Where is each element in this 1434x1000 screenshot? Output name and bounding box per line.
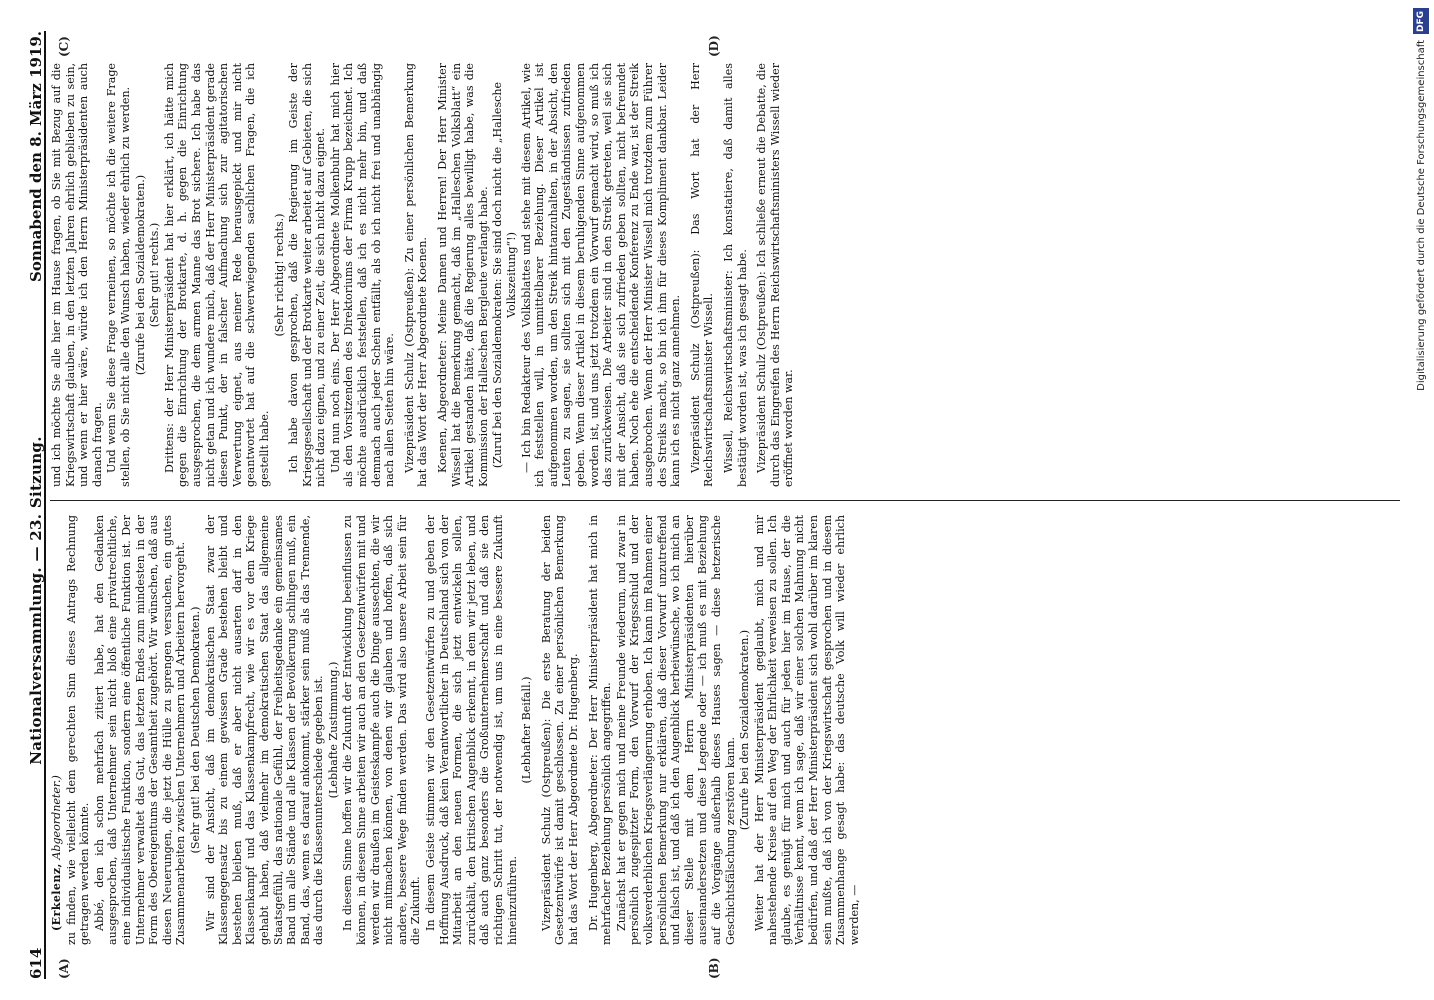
paragraph: [689, 63, 716, 487]
paragraph-text: In diesem Sinne hoffen wir die Zukunft der Entwicklung beeinflussen zu können, in diesem Sinne arbeiten wir auch an den Gesetzentwürfen mit und werden wir draußen im Geisteskampfe auch die Dinge aussechten, die wir nicht mitmachen können, von denen wir glauben und hoffen, daß sich andere, bessere Wege finden werden. Das wird also unsere Arbeit sein für die Zukunft.: [341, 515, 423, 945]
interjection: [520, 515, 534, 945]
paragraph: [163, 63, 272, 487]
paragraph-text: Und wenn Sie diese Frage verneinen, so möchte ich die weitere Frage stellen, ob Sie nicht alle den Wunsch haben, wieder ehrlich zu werden.: [105, 63, 132, 487]
paragraph-text: Vizepräsident Schulz (Ostpreußen): Das Wort hat der Herr Reichswirtschaftsminister Wissell.: [688, 63, 716, 487]
digitization-credit: [1412, 8, 1430, 993]
paragraph: [341, 515, 423, 945]
paragraph-text: (Lebhafter Beifall.): [520, 676, 534, 784]
paragraph: [520, 63, 683, 487]
paragraph-text: Ich habe davon gesprochen, daß die Regierung im Geiste der Kriegsgesellschaft und der Brotkarte weiter arbeitet auf Gebieten, die sich nicht dazu eignen, und zu einer Zeit, die sich nicht dazu eignet.: [287, 63, 328, 487]
paragraph-text: Drittens: der Herr Ministerpräsident hat hier erklärt, ich hätte mich gegen die Einrichtung der Brotkarte, d. h. gegen die Einrichtung ausgesprochen, die dem armen Manne das Brot sichere. Ich habe das nicht getan und ich wundere mich, daß der Herr Ministerpräsident gerade diesen Punkt, der in falscher Aufmachung sich zur agitatorischen Verwertung eignet, aus meiner Rede herausgepickt und mir nicht geantwortet hat auf die schwerwiegenden sachlichen Fragen, die ich gestellt habe.: [162, 63, 271, 487]
paragraph-text: Dr. Hugenberg, Abgeordneter: Der Herr Ministerpräsident hat mich in mehrfacher Beziehung persönlich angegriffen.: [586, 515, 614, 945]
paragraph-text: Zunächst hat er gegen mich und meine Freunde wiederum, und zwar in persönlich zugespitzter Form, den Vorwurf der Kriegsschuld und der volksverderblichen Kriegsverlängerung erhoben. Ich kann im Rahmen einer persönlichen Bemerkung nur erklären, daß dieser Vorwurf unzutreffend und falsch ist, und daß ich den Augenblick herbeiwünsche, wo ich mich an dieser Stelle mit dem Herrn Ministerpräsidenten hierüber auseinandersetzen und diese Legende oder — ich muß es mit Beziehung auf die Vorgänge außerhalb dieses Hauses sagen — diese hetzerische Geschichtsfälschung zerstören kann.: [614, 515, 737, 945]
paragraph-text: Vizepräsident Schulz (Ostpreußen): Zu einer persönlichen Bemerkung hat das Wort der Herr Abgeordnete Koenen.: [402, 63, 430, 487]
margin-mark-a: (A): [57, 958, 71, 979]
paragraph: [753, 515, 862, 945]
margin-mark-d: (D): [707, 35, 721, 57]
printed-page: [18, 25, 1408, 985]
margin-mark-b: (B): [707, 957, 721, 979]
paragraph-text: — Ich bin Redakteur des Volksblattes und stehe mit diesem Artikel, wie ich feststellen will, in unmittelbarer Beziehung. Dieser Artikel ist aufgenommen worden, um den Streik hintanzuhalten, in der Absicht, den Leuten zu sagen, sie sollten sich mit den Zugeständnissen zufrieden geben. Wenn dieser Artikel in diesem beruhigenden Sinne aufgenommen worden ist, und uns jetzt trotzdem ein Vorwurf gemacht wird, so muß ich das zurückweisen. Die Arbeiter sind in den Streik getreten, weil sie sich mit der Ansicht, daß sie sich zufrieden geben sollten, nicht befreundet haben. Noch ehe die entscheidende Konferenz zu Ende war, ist der Streik ausgebrochen. Wenn der Herr Minister Wissell mich trotzdem zum Führer des Streiks macht, so bin ich ihm für dieses Kompliment dankbar. Leider kann ich es nicht ganz annehmen.: [519, 63, 683, 487]
running-title: Nationalversammlung. — 23. Sitzung.: [27, 436, 46, 765]
interjection: [189, 515, 203, 945]
paragraph: [65, 515, 92, 945]
interjection: [327, 515, 341, 945]
paragraph: [93, 515, 188, 945]
paragraph: [436, 63, 490, 487]
paragraph: [755, 63, 796, 487]
paragraph-text: (Sehr richtig! rechts.): [272, 213, 286, 337]
paragraph: [204, 515, 326, 945]
paragraph-text: zu finden, wie vielleicht dem gerechten Sinn dieses Antrags Rechnung getragen werden könnte.: [64, 515, 92, 945]
page-date: Sonnabend den 8. März 1919.: [27, 31, 46, 282]
paragraph: [105, 63, 132, 487]
paragraph: [587, 515, 614, 945]
interjection: [738, 515, 752, 945]
speaker-name: (Erkelenz,: [50, 863, 63, 931]
left-text-column: [50, 515, 1402, 945]
credit-text: Digitalisierung gefördert durch die Deutsche Forschungsgemeinschaft: [1415, 40, 1427, 391]
paragraph-text: (Lebhafte Zustimmung.): [326, 661, 340, 799]
right-text-column: [50, 63, 1402, 487]
paragraph-text: (Sehr gut! rechts.): [148, 222, 162, 328]
margin-mark-c: (C): [57, 36, 71, 57]
dfg-logo: DFG: [1413, 8, 1429, 34]
page-number: 614: [27, 947, 46, 979]
paragraph: [50, 515, 64, 945]
paragraph-text: In diesem Geiste stimmen wir den Gesetzentwürfen zu und geben der Hoffnung Ausdruck, daß kein Verantwortlicher in Deutschland sich von der Mitarbeit an den neuen Formen, die sich jetzt entwickeln sollen, zurückhält, den kritischen Augenblick erkennt, in dem wir jetzt leben, und daß auch ganz besonders die Großunternehmerschaft und daß sie den richtigen Schritt tut, der notwendig ist, um uns in eine bessere Zukunft hineinzuführen.: [424, 515, 519, 945]
interjection: [148, 63, 162, 487]
paragraph: [403, 63, 430, 487]
paragraph-text: (Zuruf bei den Sozialdemokraten: Sie sind doch nicht die „Hallesche Volkszeitung“!): [491, 81, 518, 469]
paragraph: [329, 63, 397, 487]
column-divider: [50, 500, 1400, 501]
paragraph-text: (Zurufe bei den Sozialdemokraten.): [738, 629, 752, 831]
paragraph-text: (Sehr gut! bei den Deutschen Demokraten.): [188, 606, 202, 854]
paragraph-text: (Zurufe bei den Sozialdemokraten.): [133, 174, 147, 376]
paragraph-text: Abbé, den ich schon mehrfach zitiert habe, hat den Gedanken ausgesprochen, daß Unternehmer sein nicht bloß eine privatrechtliche, eine individualistische Funktion, sondern eine öffentliche Funktion ist. Der Unternehmer verwaltet das Gut, das letzten Endes zum mindesten in der Form des Obereigentums der Gesamtheit zugehört. Wir wünschen, daß aus diesen Neuerungen, die jetzt die Hülle zu sprengen versuchen, ein gutes Zusammenarbeiten zwischen Unternehmern und Arbeitern hervorgeht.: [92, 515, 188, 945]
paragraph: [287, 63, 328, 487]
page-header: [18, 31, 46, 979]
paragraph: [50, 63, 104, 487]
interjection: [491, 63, 518, 487]
speaker-role: Abgeordneter.): [50, 775, 63, 860]
paragraph-text: Vizepräsident Schulz (Ostpreußen): Ich schließe erneut die Debatte, die durch das Eingreifen des Herrn Reichswirtschaftsministers Wissell wieder eröffnet worden war.: [755, 63, 796, 487]
paragraph-text: Wissell, Reichswirtschaftsminister: Ich konstatiere, daß damit alles bestätigt worden ist, was ich gesagt habe.: [721, 63, 749, 487]
paragraph: [424, 515, 519, 945]
paragraph-text: Und nun noch eins. Der Herr Abgeordnete Molkenbuhr hat mich hier als den Vorsitzenden des Direktoriums der Firma Krupp bezeichnet. Ich möchte ausdrücklich feststellen, daß ich es nicht mehr bin, und daß demnach auch jeder Schein entfällt, als ob ich nicht frei und unabhängig nach allen Seiten hin wäre.: [328, 63, 397, 487]
interjection: [273, 63, 287, 487]
paragraph: [722, 63, 749, 487]
paragraph: [540, 515, 581, 945]
paragraph-text: und ich möchte Sie alle hier im Hause fragen, ob Sie mit Bezug auf die Kriegswirtschaft glauben, in den letzten Jahren ehrlich geblieben zu sein, und wenn er hier wäre, würde ich den Herrn Ministerpräsidenten auch danach fragen.: [50, 63, 104, 487]
paragraph-text: Wir sind der Ansicht, daß im demokratischen Staat zwar der Klassengegensatz bis zu einem gewissen Grade bestehen bleibt und bestehen bleiben muß, daß er aber nicht ausarten darf in den Klassenkampf und das Klassenkampfrecht, wie wir es vor dem Kriege gehabt haben, daß vielmehr im demokratischen Staat das allgemeine Staatsgefühl, das nationale Gefühl, der Freiheitsgedanke ein gemeinsames Band um alle Stände und alle Klassen der Bevölkerung schlingen muß, ein Band, das, wenn es darauf ankommt, stärker sein muß als das Trennende, das durch die Klassenunterschiede gegeben ist.: [203, 515, 326, 945]
interjection: [134, 63, 148, 487]
paragraph-text: Koenen, Abgeordneter: Meine Damen und Herren! Der Herr Minister Wissell hat die Bemerkung gemacht, daß im „Halleschen Volksblatt“ ein Artikel gestanden hätte, daß die Regierung alles bewilligt habe, was die Kommission der Halleschen Bergleute verlangt habe.: [436, 63, 490, 487]
paragraph-text: Vizepräsident Schulz (Ostpreußen): Die erste Beratung der beiden Gesetzentwürfe ist damit geschlossen. Zu einer persönlichen Bemerkung hat das Wort der Herr Abgeordnete Dr. Hugenberg.: [539, 515, 580, 945]
paragraph-text: Weiter hat der Herr Ministerpräsident geglaubt, mich und mir nahestehende Kreise auf den Weg der Ehrlichkeit verweisen zu sollen. Ich glaube, es genügt für mich und auch für jeden hier im Hause, der die Verhältnisse kennt, wenn ich sage, daß wir einer solchen Mahnung nicht bedürfen, und daß der Herr Ministerpräsident sich wohl darüber im klaren sein mußte, daß ich von der Kriegswirtschaft gesprochen und in diesem Zusammenhange gesagt habe: das deutsche Volk will wieder ehrlich werden, —: [752, 515, 861, 945]
paragraph: [615, 515, 737, 945]
